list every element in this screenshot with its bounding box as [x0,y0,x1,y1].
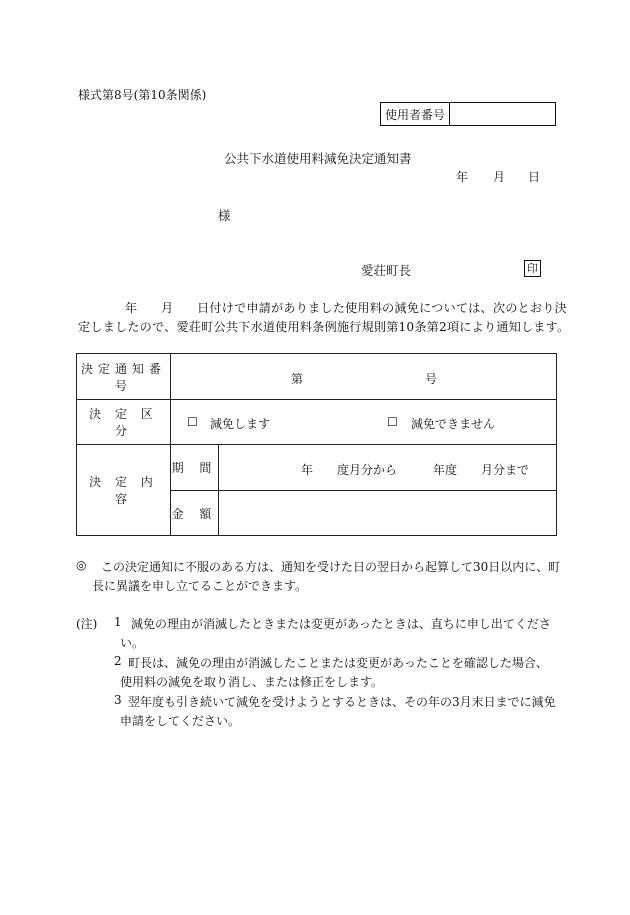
note-2-line-2: 使用料の減免を取り消し、または修正をします。 [120,675,384,689]
notice-number-prefix: 第 [291,371,304,386]
decision-checkbox-approve[interactable]: ☐ [187,414,198,429]
period-cell[interactable] [219,445,557,491]
note-1-number: 1 [114,615,122,629]
decision-option-deny: 減免できません [411,416,496,431]
date-day: 日 [528,170,541,184]
appeal-line-1: この決定通知に不服のある方は、通知を受けた日の翌日から起算して30日以内に、町 [101,560,561,574]
form-number: 様式第8号(第10条関係) [78,88,207,102]
note-2-number: 2 [114,654,122,668]
decision-row [77,400,557,445]
amount-cell[interactable] [219,491,557,536]
decision-cell [171,400,557,445]
date-year: 年 [456,170,469,184]
content-label: 決 定 内 容 [77,445,171,536]
appeal-line-2: 長に異議を申し立てることができます。 [92,579,308,593]
document-title: 公共下水道使用料減免決定通知書 [224,151,412,166]
decision-label: 決 定 区 分 [77,400,171,445]
body-line-2: 定しましたので、愛荘町公共下水道使用料条例施行規則第10条第2項により通知します。 [78,320,570,334]
period-row [77,445,557,491]
appeal-mark: ◎ [76,558,87,572]
decision-checkbox-deny[interactable]: ☐ [387,414,398,429]
period-label: 期 間 [171,445,219,491]
seal-mark: 印 [524,260,541,277]
user-number-box [380,102,556,126]
notice-number-cell[interactable] [171,354,557,400]
notes-label: (注) [76,617,98,631]
decision-table [76,353,557,536]
issuer-name: 愛荘町長 [361,263,412,278]
body-year: 年 [125,301,138,315]
notice-number-row [77,354,557,400]
amount-label: 金 額 [171,491,219,536]
note-1-line-2: い。 [120,636,145,650]
note-3-line-2: 申請をしてください。 [120,714,241,728]
date-month: 月 [493,170,506,184]
note-3-number: 3 [114,693,122,707]
notice-number-label: 決定通知番号 [77,354,171,400]
note-2-line-1: 町長は、減免の理由が消滅したことまたは変更があったことを確認した場合、 [128,656,548,670]
note-3-line-1: 翌年度も引き続いて減免を受けようとするときは、その年の3月末日までに減免 [128,695,556,709]
notice-number-suffix: 号 [425,371,438,386]
user-number-label: 使用者番号 [381,103,450,125]
body-month: 月 [161,301,174,315]
note-1-line-1: 減免の理由が消滅したときまたは変更があったときは、直ちに申し出てくださ [131,617,551,631]
user-number-field[interactable] [450,103,555,125]
addressee-suffix: 様 [218,208,231,223]
period-text: 年 度月分から 年度 月分まで [301,462,530,477]
body-line-1: 日付けで申請がありました使用料の減免については、次のとおり決 [197,301,567,315]
decision-option-approve: 減免します [210,416,271,431]
